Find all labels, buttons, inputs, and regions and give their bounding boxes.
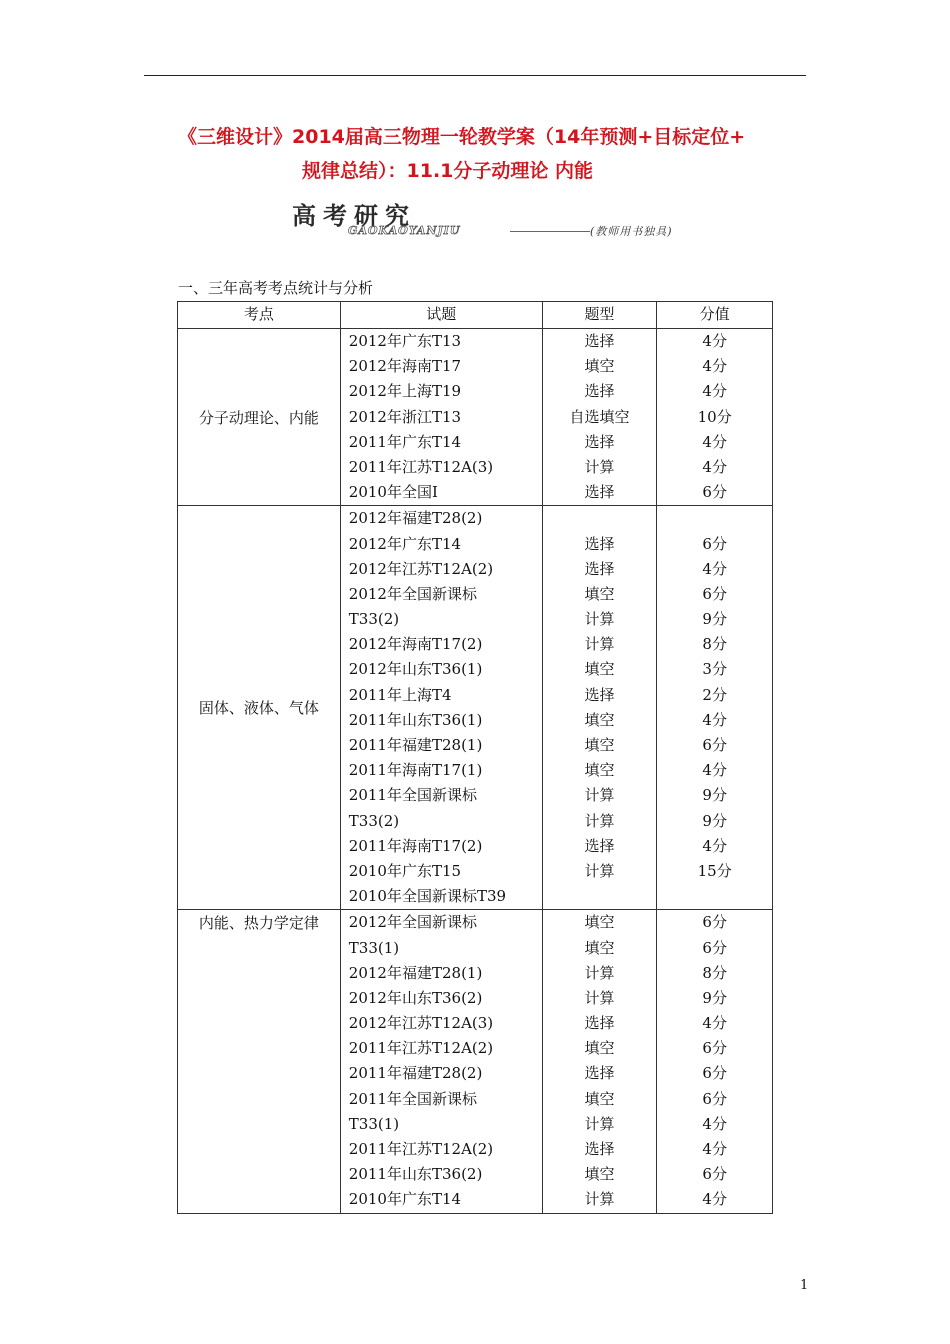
type-line: 填空	[584, 584, 615, 603]
exam-line: 2012年福建T28(1)	[348, 963, 483, 982]
exam-line: 2011年海南T17(1)	[348, 761, 483, 780]
score-line: 6分	[702, 1089, 727, 1108]
type-line: 选择	[584, 559, 615, 578]
type-line: 选择	[584, 1140, 615, 1158]
score-line: 8分	[702, 635, 727, 654]
exam-line: 2012年海南T17	[348, 357, 462, 376]
type-cell	[542, 910, 657, 1213]
table-header-row	[178, 302, 773, 329]
type-line: 填空	[584, 660, 615, 679]
table-row	[178, 329, 773, 506]
exam-line: 2011年福建T28(2)	[348, 1064, 483, 1083]
type-line: 计算	[584, 861, 615, 880]
page-number: 1	[800, 1278, 809, 1293]
exam-line: T33(1)	[348, 938, 400, 957]
type-line: 计算	[584, 811, 615, 830]
exam-line: 2011年全国新课标	[348, 786, 477, 805]
header-topic: 考点	[178, 302, 341, 329]
document-title	[178, 120, 818, 188]
score-line: 6分	[702, 938, 727, 957]
type-line: 计算	[584, 457, 615, 476]
score-line: 9分	[702, 988, 727, 1007]
score-line: 4分	[702, 1140, 727, 1158]
score-line: 4分	[702, 559, 727, 578]
type-line: 填空	[584, 1089, 615, 1108]
type-line: 填空	[584, 913, 615, 932]
exam-line: 2011年海南T17(2)	[348, 836, 483, 855]
score-line: 4分	[702, 1014, 727, 1033]
exam-line: 2012年海南T17(2)	[348, 635, 483, 654]
type-line: 选择	[584, 685, 615, 704]
exam-line: 2011年山东T36(2)	[348, 1165, 483, 1184]
exam-line: 2012年山东T36(2)	[348, 988, 483, 1007]
score-line: 4分	[702, 457, 727, 476]
score-line: 6分	[702, 483, 727, 502]
score-line: 6分	[702, 534, 727, 553]
type-line: 计算	[584, 635, 615, 654]
type-line	[543, 884, 657, 909]
score-line: 6分	[702, 584, 727, 603]
exam-line: 2012年广东T14	[348, 534, 462, 553]
score-line: 10分	[697, 407, 732, 426]
score-line: 4分	[702, 836, 727, 855]
exam-line: 2012年广东T13	[348, 332, 462, 350]
type-line: 填空	[584, 736, 615, 754]
header-rule	[144, 75, 806, 76]
section-heading: 一、三年高考考点统计与分析	[178, 279, 374, 297]
banner-main-text: 高考研究	[292, 202, 416, 230]
exam-line: T33(2)	[348, 610, 400, 629]
score-line: 6分	[702, 1039, 727, 1058]
type-line: 填空	[584, 761, 615, 780]
type-line: 选择	[584, 382, 615, 401]
score-line: 6分	[702, 913, 727, 932]
score-line: 4分	[702, 332, 727, 350]
score-line: 4分	[702, 761, 727, 780]
score-line: 4分	[702, 382, 727, 401]
topic-cell	[178, 329, 341, 506]
type-line: 填空	[584, 710, 615, 729]
type-line: 填空	[584, 938, 615, 957]
score-line: 2分	[702, 685, 727, 704]
exam-line: 2011年江苏T12A(2)	[348, 1039, 494, 1058]
type-line: 选择	[584, 534, 615, 553]
score-line: 4分	[702, 432, 727, 451]
exam-line: 2012年全国新课标	[348, 584, 477, 603]
type-cell	[542, 329, 657, 506]
score-cell	[657, 506, 773, 910]
type-line: 填空	[584, 357, 615, 376]
exam-line: 2012年浙江T13	[348, 407, 462, 426]
score-cell	[657, 329, 773, 506]
exam-line: 2010年广东T14	[348, 1190, 462, 1209]
score-line: 6分	[702, 1165, 727, 1184]
score-line: 6分	[702, 1064, 727, 1083]
topic-cell	[178, 910, 341, 1213]
title-line-1: 《三维设计》2014届高三物理一轮教学案（14年预测+目标定位+	[178, 126, 746, 148]
gaokao-research-banner	[292, 196, 712, 244]
exam-line: 2010年全国Ⅰ	[348, 483, 438, 502]
type-line: 选择	[584, 332, 615, 350]
type-line: 选择	[584, 432, 615, 451]
score-line	[657, 506, 772, 531]
type-line: 计算	[584, 786, 615, 805]
type-line: 填空	[584, 1039, 615, 1058]
exam-cell	[340, 506, 542, 910]
table-body	[178, 329, 773, 1214]
exam-line: 2011年江苏T12A(3)	[348, 457, 494, 476]
type-line: 选择	[584, 483, 615, 502]
exam-line: 2011年江苏T12A(2)	[348, 1140, 494, 1158]
header-score: 分值	[657, 302, 773, 329]
topic-label: 内能、热力学定律	[198, 914, 319, 933]
score-line: 4分	[702, 1114, 727, 1133]
exam-line: T33(1)	[348, 1114, 400, 1133]
exam-line: 2011年上海T4	[348, 685, 452, 704]
score-line: 6分	[702, 736, 727, 754]
exam-cell	[340, 329, 542, 506]
header-type: 题型	[542, 302, 657, 329]
exam-statistics-table	[177, 301, 773, 1214]
type-line: 计算	[584, 610, 615, 629]
type-line: 选择	[584, 1064, 615, 1083]
exam-line: 2012年江苏T12A(2)	[348, 559, 494, 578]
exam-cell	[340, 910, 542, 1213]
topic-cell	[178, 506, 341, 910]
exam-line: 2012年上海T19	[348, 382, 462, 401]
header-exam: 试题	[340, 302, 542, 329]
exam-line: 2012年江苏T12A(3)	[348, 1014, 494, 1033]
score-line: 4分	[702, 357, 727, 376]
type-line: 自选填空	[569, 407, 630, 426]
title-line-2: 规律总结）：11.1分子动理论 内能	[302, 160, 593, 182]
score-line: 8分	[702, 963, 727, 982]
exam-line: T33(2)	[348, 811, 400, 830]
exam-line: 2012年福建T28(2)	[348, 509, 483, 528]
type-line: 计算	[584, 988, 615, 1007]
score-line	[657, 884, 772, 909]
type-line: 填空	[584, 1165, 615, 1184]
type-line: 计算	[584, 1190, 615, 1209]
type-line: 计算	[584, 1114, 615, 1133]
score-line: 3分	[702, 660, 727, 679]
banner-sub-text: GAOKAOYANJIU	[348, 224, 461, 237]
score-line: 9分	[702, 786, 727, 805]
type-line: 计算	[584, 963, 615, 982]
table-row	[178, 506, 773, 910]
topic-label: 固体、液体、气体	[198, 699, 319, 718]
exam-line: 2011年广东T14	[348, 432, 462, 451]
score-line: 9分	[702, 811, 727, 830]
exam-line: 2011年全国新课标	[348, 1089, 477, 1108]
score-line: 15分	[697, 861, 732, 880]
type-line: 选择	[584, 836, 615, 855]
exam-line: 2010年全国新课标T39	[348, 887, 507, 906]
type-cell	[542, 506, 657, 910]
exam-line: 2012年全国新课标	[348, 913, 477, 932]
topic-label: 分子动理论、内能	[198, 408, 319, 427]
banner-divider	[510, 231, 590, 232]
exam-line: 2010年广东T15	[348, 861, 462, 880]
score-line: 9分	[702, 610, 727, 629]
type-line	[543, 506, 657, 531]
exam-line: 2011年福建T28(1)	[348, 736, 483, 754]
banner-note: (教师用书独具)	[590, 225, 673, 238]
score-line: 4分	[702, 1190, 727, 1209]
exam-line: 2012年山东T36(1)	[348, 660, 483, 679]
score-cell	[657, 910, 773, 1213]
type-line: 选择	[584, 1014, 615, 1033]
score-line: 4分	[702, 710, 727, 729]
table-row	[178, 910, 773, 1213]
exam-line: 2011年山东T36(1)	[348, 710, 483, 729]
